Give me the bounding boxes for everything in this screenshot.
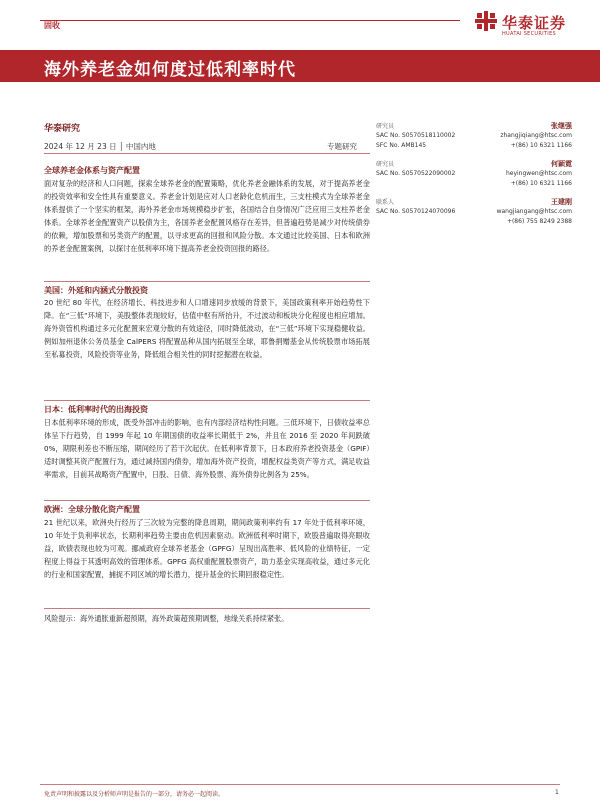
section-body: 面对复杂的经济和人口问题，探索全球养老金的配置策略，优化养老金融体系的发展，对于提高养老金的投资效率和安全性具有重要意义。养老金计划是应对人口老龄化危机而生，三支柱模式为全球养老金体系提供了一个坚实的框架，海外养老金市场规模稳步扩张，各国结合自身情况广泛应用三支柱养老金体系。全球养老金配置资产以股债为主，各国养老金配置风格存在差异，但普遍趋势是减少对传统债券的依赖，增加股票和另类资产的配置，以寻求更高的回报和风险分散。本文通过比较美国、日本和欧洲的养老金配置案例，以探讨在低利率环境下提高养老金投资回报的路径。	[44, 179, 370, 253]
analyst-sac: SAC No. S0570518110002	[376, 132, 456, 139]
analyst-sac: SAC No. S0570124070096	[376, 208, 456, 215]
brand-name: 华泰证券	[502, 14, 567, 32]
section-divider	[44, 281, 370, 282]
analyst-role: 研究员	[376, 161, 395, 168]
analyst-role: 联系人	[376, 199, 395, 206]
section-title: 欧洲：全球分散化资产配置	[44, 505, 140, 514]
analyst-name: 何颖霓	[551, 160, 572, 168]
analyst-sfc: SFC No. AMB145	[376, 142, 427, 149]
analyst-email[interactable]: wangjiangang@htsc.com	[496, 208, 572, 215]
section-divider	[44, 400, 370, 401]
analyst-sac: SAC No. S0570522090002	[376, 170, 456, 177]
page-number: 1	[555, 789, 559, 796]
header-rule	[40, 20, 460, 21]
report-title: 海外养老金如何度过低利率时代	[44, 60, 296, 80]
analyst-email[interactable]: zhangjiqiang@htsc.com	[500, 132, 572, 139]
analyst-name: 王建刚	[551, 198, 572, 206]
report-type: 专题研究	[327, 142, 357, 151]
analyst-sidebar	[376, 121, 572, 257]
analyst-name: 张继强	[551, 122, 572, 130]
section-body: 21 世纪以来，欧洲央行经历了三次较为完整的降息周期，期间政策利率约有 17 年处于低利率环境，10 年处于负利率状态，长期利率趋势主要由危机因素驱动。欧洲低利率时期下，欧股普遍取得亮眼收益，欧债表现也较为可观。挪威政府全球养老基金（GPFG）呈现出高胜率、低风险的业绩特征，一定程度上得益于其透明高效的管理体系。GPFG 高权重配置股票资产，助力基金实现高收益，通过多元化的行业和国家配置，捕捉不同区域的增长潜力，提升基金的长期回报稳定性。	[44, 518, 370, 579]
brand-name-en: HUATAI SECURITIES	[502, 31, 556, 37]
analyst-role: 研究员	[376, 123, 395, 130]
category-tag: 固收	[44, 21, 60, 30]
section-divider	[44, 500, 370, 501]
section-title: 美国：外延和内涵式分散投资	[44, 286, 148, 295]
huatai-logo-icon	[475, 11, 497, 31]
section-body: 20 世纪 80 年代，在经济增长、科技进步和人口增速同步放缓的背景下，美国政策利率开始趋势性下降。在“三低”环境下，美股整体表现较好，估值中枢有所抬升，不过波动和板块分化程度也相应增加。海外资管机构通过多元化配置來宏观分散的有效途径，同时降低波动，在“三低”环境下实现稳健收益。例如加州退休公务员基金 CalPERS 将配置品种从国内拓展至全球，耶鲁捐赠基金从传统股票市场拓展至私募投资，风险投资等业务，降低组合相关性的同时挖掘潜在收益。	[44, 298, 370, 359]
risk-divider	[44, 608, 370, 609]
section-title: 全球养老金体系与资产配置	[44, 166, 140, 175]
report-source: 华泰研究	[44, 124, 81, 134]
disclaimer: 免责声明和披露以及分析师声明是报告的一部分，请务必一起阅读。	[44, 791, 225, 798]
analyst-phone: +(86) 755 8249 2388	[506, 218, 572, 225]
analyst-card	[376, 197, 572, 257]
analyst-email[interactable]: heyingwen@htsc.com	[505, 170, 572, 177]
risk-warning: 风险提示：海外通胀重新超预期，海外政策超预期调整，地缘关系持续紧张。	[44, 614, 289, 623]
analyst-phone: +(86) 10 6321 1166	[510, 142, 572, 149]
section-title: 日本：低利率时代的出海投资	[44, 405, 148, 414]
section-body: 日本低利率环境的形成，既受外部冲击的影响，也有内部经济结构性问题。三低环境下，日债收益率总体呈下行趋势，自 1999 年起 10 年期国债的收益率长期低于 2%，并且在 2016 至 2020 年间跌破 0%，期限利差也不断压缩，期间经历了若干次起伏。在低利率背景下，日本政府养老投资基金（GPIF）适时调整其资产配置行为，通过减持国内债券，增加海外资产投资，增配权益类资产等方式，满足收益率需求，目前其战略资产配置中，日股、日债、海外股票、海外债券比例各为 25%。	[44, 418, 370, 479]
report-date: 2024 年 12 月 23 日 │ 中国内地	[44, 142, 156, 151]
meta-divider	[44, 153, 370, 154]
footer-rule	[40, 784, 560, 785]
analyst-phone: +(86) 10 6321 1166	[510, 180, 572, 187]
